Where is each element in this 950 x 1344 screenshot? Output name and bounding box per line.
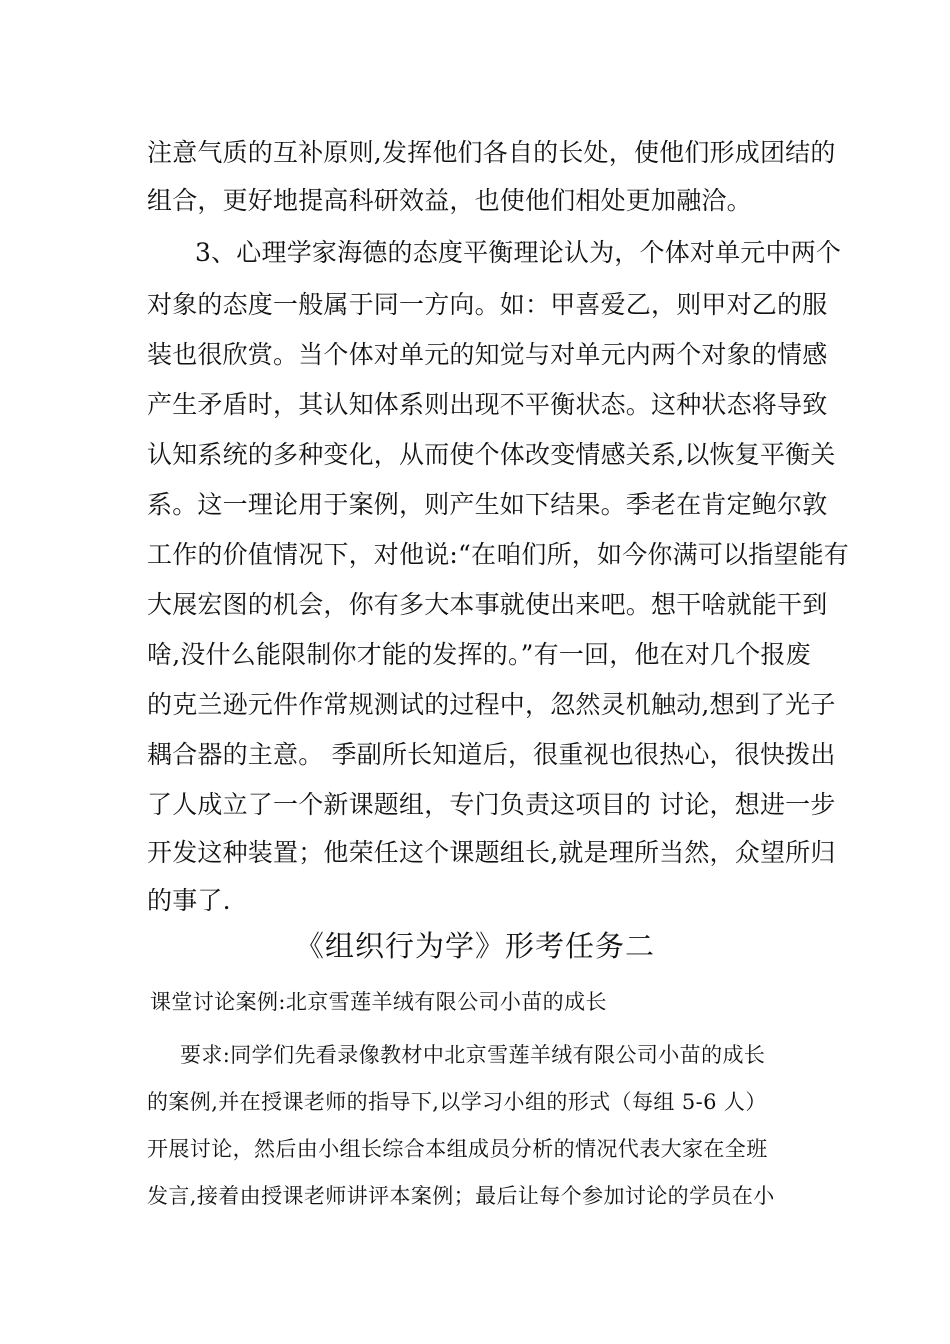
text-line: 发言,接着由授课老师讲评本案例；最后让每个参加讨论的学员在小 (147, 1184, 775, 1208)
text-line: 了人成立了一个新课题组，专门负责这项目的 讨论，想进一步 (147, 790, 836, 819)
text-line: 系。这一理论用于案例，则产生如下结果。季老在肯定鲍尔敦 (147, 490, 828, 519)
text-line: 大展宏图的机会，你有多大本事就使出来吧。想干啥就能干到 (147, 590, 828, 619)
text-line: 要求:同学们先看录像教材中北京雪莲羊绒有限公司小苗的成长 (180, 1043, 766, 1067)
text-line: 对象的态度一般属于同一方向。如：甲喜爱乙，则甲对乙的服 (147, 290, 828, 319)
section-title: 《组织行为学》形考任务二 (294, 929, 655, 963)
text-line: 3、心理学家海德的态度平衡理论认为，个体对单元中两个 (195, 238, 842, 267)
text-line: 工作的价值情况下，对他说:“在咱们所，如今你满可以指望能有 (147, 540, 850, 569)
text-line: 开发这种装置；他荣任这个课题组长,就是理所当然，众望所归 (147, 838, 836, 867)
text-line: 装也很欣赏。当个体对单元的知觉与对单元内两个对象的情感 (147, 340, 828, 369)
text-line: 啥,没什么能限制你才能的发挥的。”有一回，他在对几个报废 (147, 640, 811, 669)
text-line: 产生矛盾时，其认知体系则出现不平衡状态。这种状态将导致 (147, 390, 828, 419)
text-line: 的克兰逊元件作常规测试的过程中，忽然灵机触动,想到了光子 (147, 690, 836, 719)
text-line: 耦合器的主意。 季副所长知道后，很重视也很热心，很快拨出 (147, 740, 836, 769)
text-line: 认知系统的多种变化，从而使个体改变情感关系,以恢复平衡关 (147, 440, 836, 469)
text-line: 组合，更好地提高科研效益，也使他们相处更加融洽。 (147, 186, 752, 215)
text-line: 的案例,并在授课老师的指导下,以学习小组的形式（每组 5-6 人） (147, 1090, 767, 1114)
section-subtitle: 课堂讨论案例:北京雪莲羊绒有限公司小苗的成长 (150, 990, 607, 1014)
text-line: 开展讨论，然后由小组长综合本组成员分析的情况代表大家在全班 (147, 1137, 768, 1161)
text-line: 注意气质的互补原则,发挥他们各自的长处，使他们形成团结的 (147, 138, 836, 167)
text-line: 的事了. (147, 886, 231, 915)
